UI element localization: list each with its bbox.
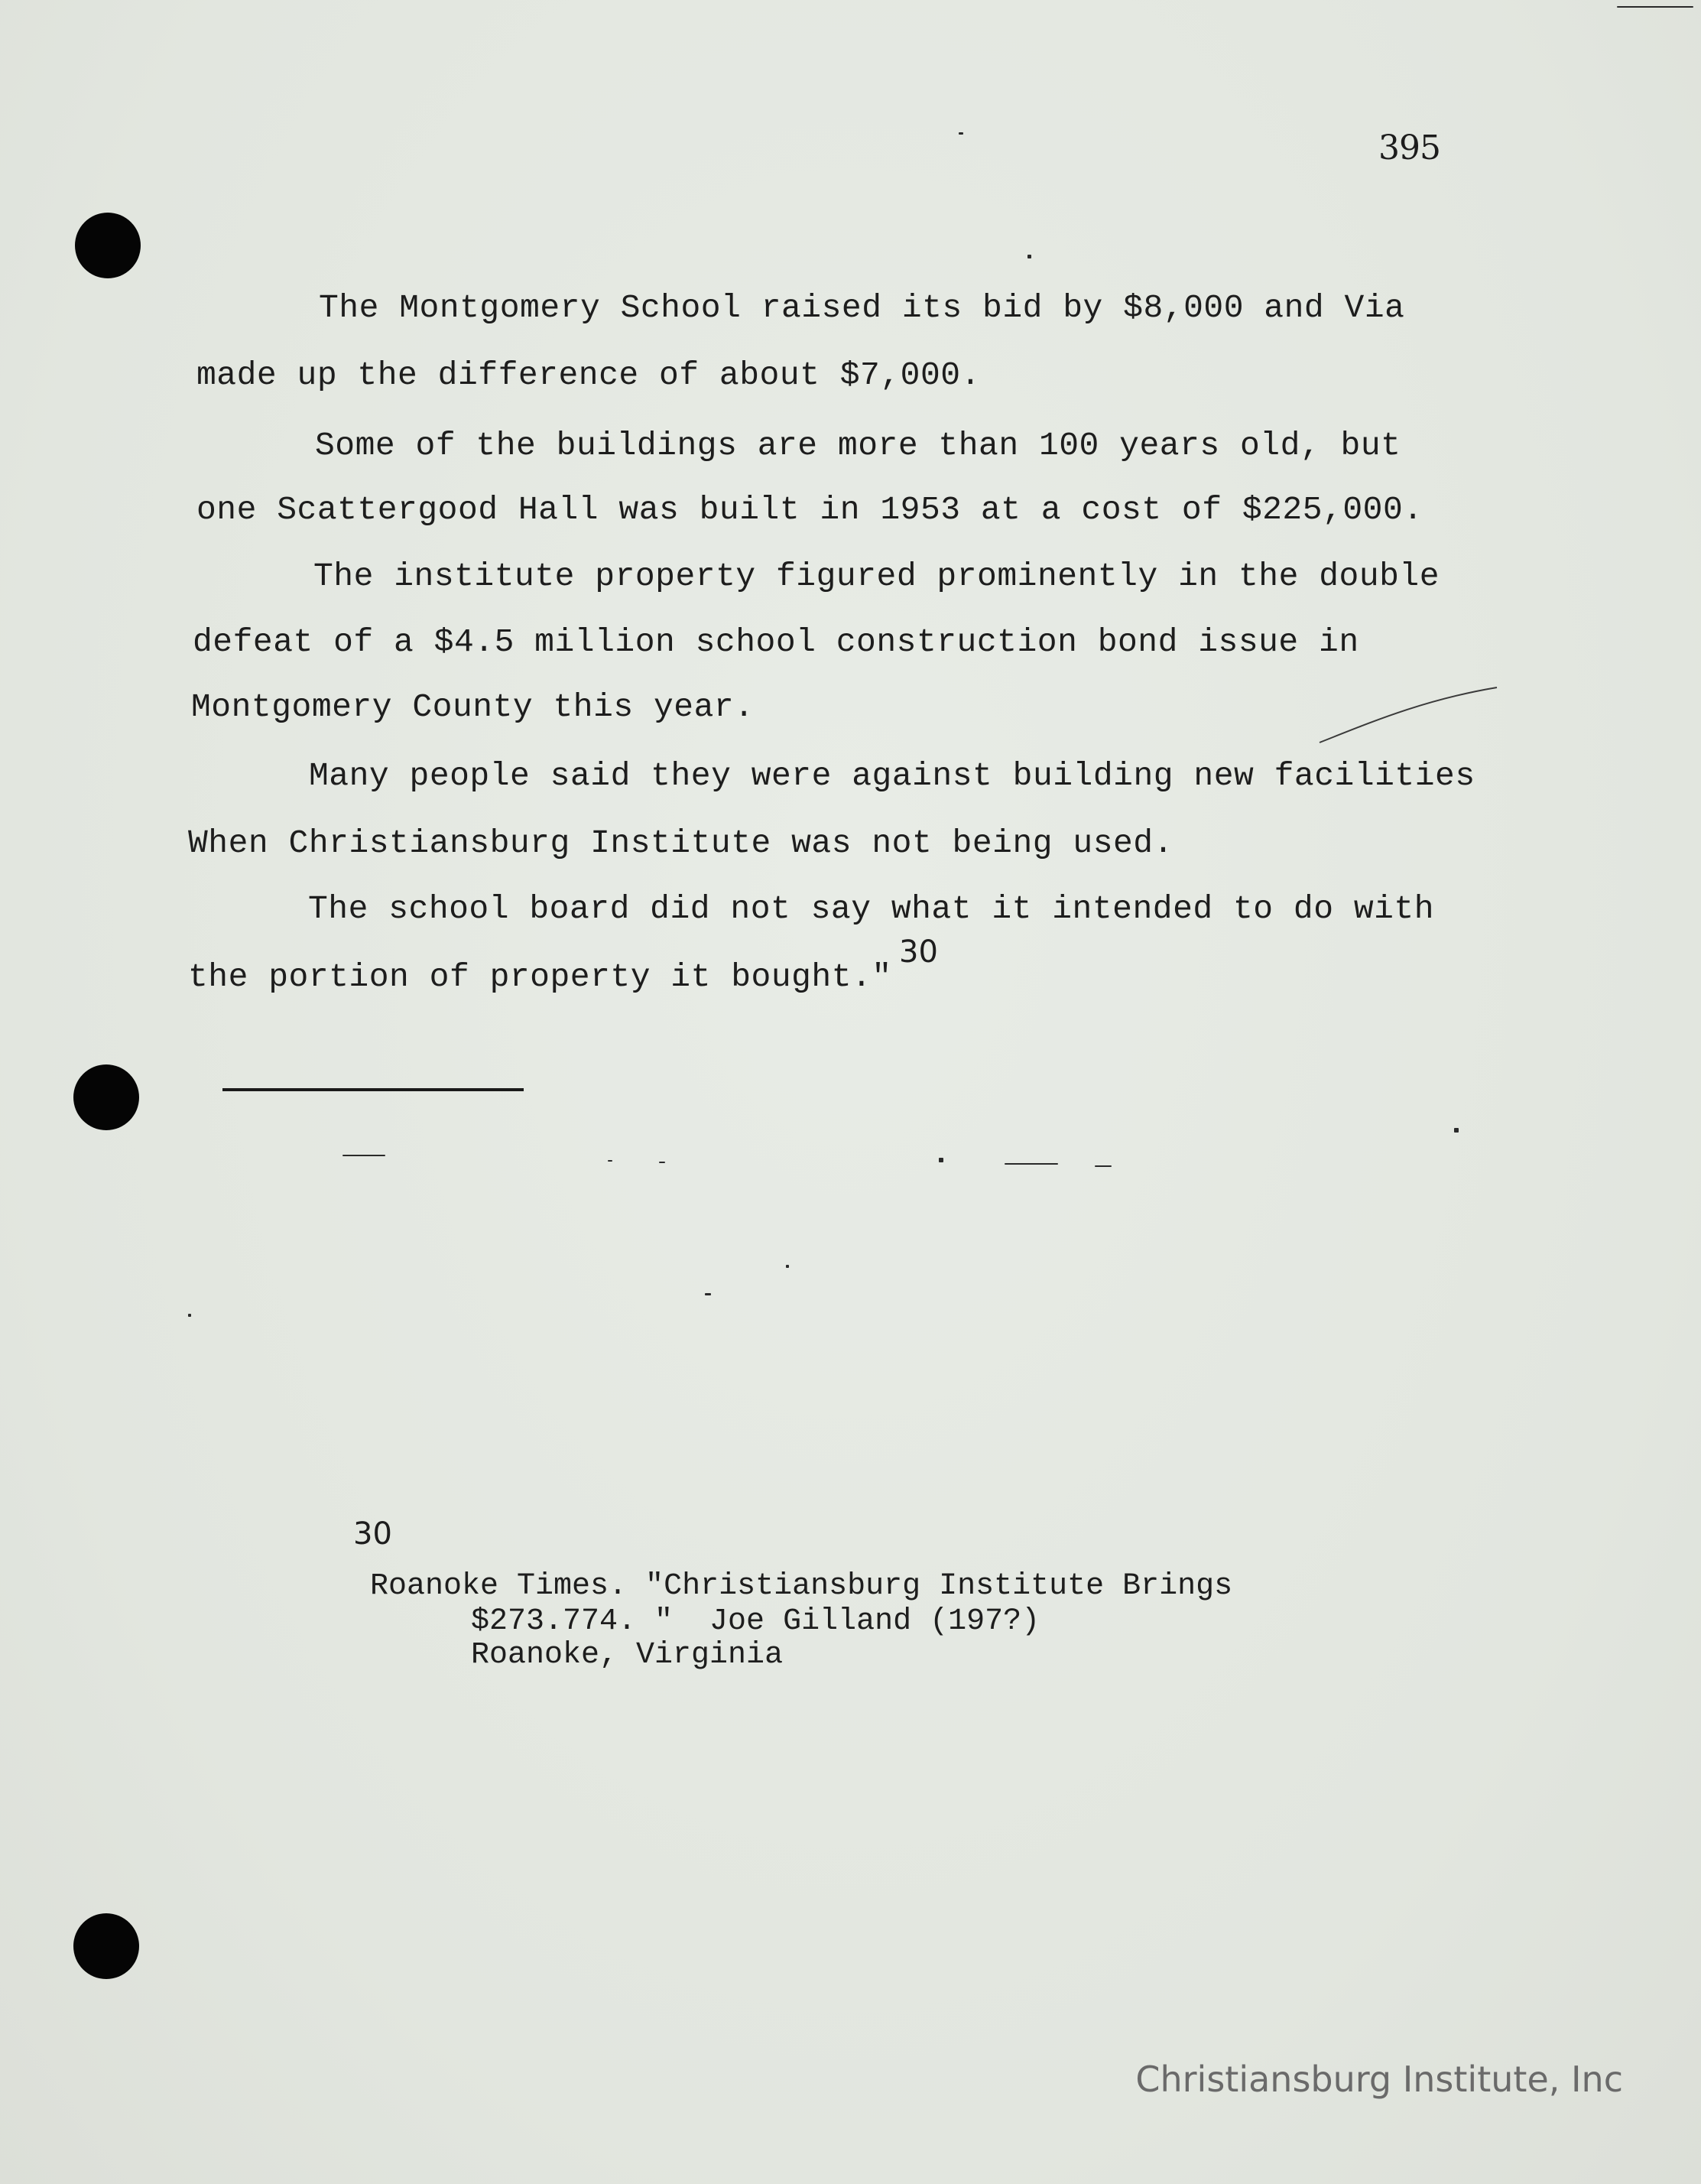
body-line: the portion of property it bought." <box>188 958 892 996</box>
paper-speck <box>939 1158 943 1162</box>
paper-speck <box>659 1162 665 1163</box>
pen-mark <box>1316 684 1500 746</box>
body-line: The Montgomery School raised its bid by $8,000 and Via <box>319 289 1405 327</box>
body-line: The school board did not say what it intended to do with <box>308 890 1435 928</box>
footnote-reference: 30 <box>899 934 938 970</box>
footnote-separator <box>222 1088 524 1091</box>
paper-speck <box>1617 6 1693 8</box>
body-line: When Christiansburg Institute was not being used. <box>188 824 1173 862</box>
punch-hole <box>75 213 141 278</box>
paper-speck <box>342 1155 385 1156</box>
paper-speck <box>1005 1163 1058 1165</box>
paper-speck <box>1027 255 1031 258</box>
body-line: Some of the buildings are more than 100 years old, but <box>315 427 1401 464</box>
body-line: defeat of a $4.5 million school construction bond issue in <box>193 623 1359 661</box>
body-line: The institute property figured prominently in the double <box>313 557 1440 595</box>
watermark: Christiansburg Institute, Inc <box>1135 2059 1623 2100</box>
paper-speck <box>1454 1128 1459 1133</box>
paper-speck <box>705 1293 711 1295</box>
body-line: made up the difference of about $7,000. <box>196 356 981 394</box>
body-line: Many people said they were against building new facilities <box>309 757 1475 795</box>
footnote-line: $273.774. " Joe Gilland (197?) <box>471 1604 1040 1639</box>
paper-speck <box>786 1265 789 1268</box>
body-line: Montgomery County this year. <box>191 688 755 726</box>
punch-hole <box>73 1064 139 1130</box>
punch-hole <box>73 1913 139 1979</box>
page-number: 395 <box>1378 128 1440 167</box>
paper-speck <box>959 132 963 135</box>
paper-speck <box>188 1314 191 1317</box>
footnote-number: 30 <box>353 1516 392 1552</box>
paper-speck <box>1095 1165 1112 1167</box>
body-line: one Scattergood Hall was built in 1953 at a cost of $225,000. <box>196 491 1423 528</box>
footnote-line: Roanoke Times. "Christiansburg Institute Brings <box>370 1569 1233 1604</box>
footnote-line: Roanoke, Virginia <box>471 1638 784 1672</box>
paper-speck <box>608 1160 612 1162</box>
